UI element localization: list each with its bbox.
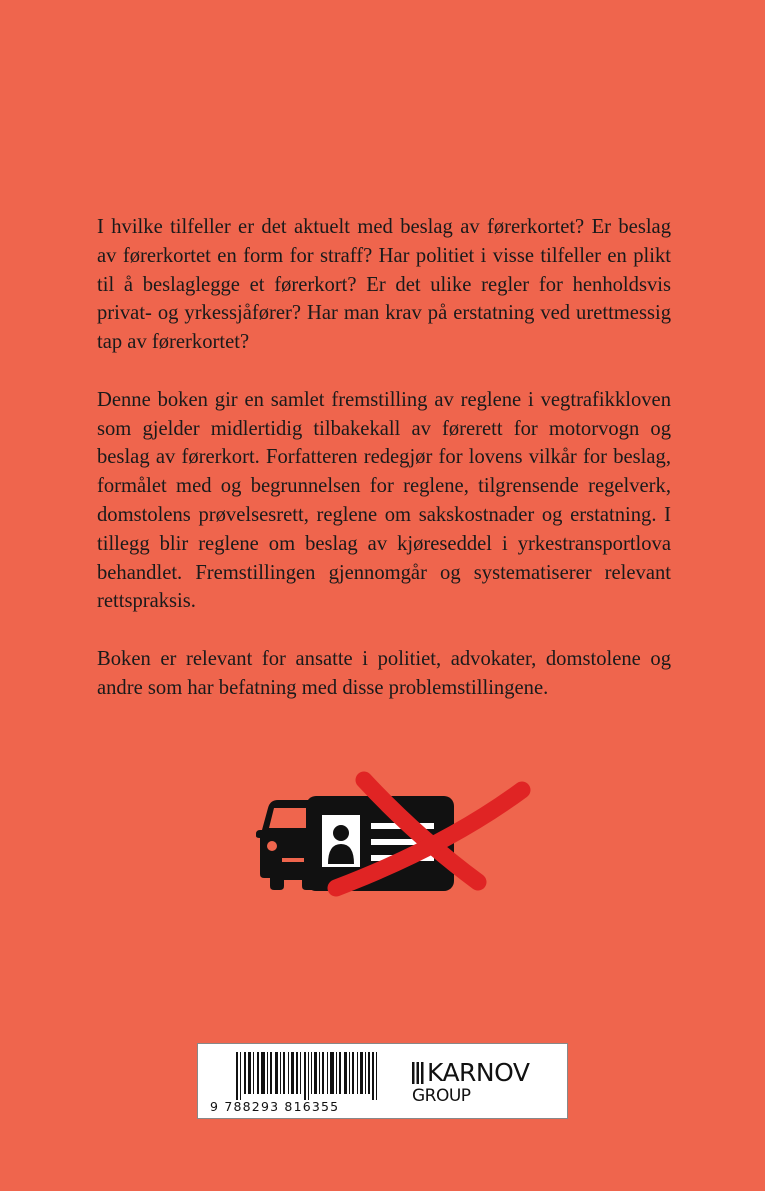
barcode-panel bbox=[197, 1043, 568, 1119]
publisher-logo bbox=[412, 1058, 562, 1108]
back-cover-blurb bbox=[97, 213, 671, 731]
isbn-number: 9 788293 816355 bbox=[210, 1099, 340, 1114]
publisher-name: KARNOV bbox=[427, 1058, 530, 1087]
publisher-group: GROUP bbox=[412, 1086, 471, 1106]
blurb-paragraph-description: Denne boken gir en samlet fremstilling av reglene i vegtrafikkloven som gjelder midlertidig tilbakekall av førerett for motorvogn og beslag av førerkort. Forfatteren redegjør for lovens vilkår for beslag, formålet med og begrunnelsen for reglene, tilgrensende regelverk, domstolens prøvelsesrett, reglene om sakskostnader og erstatning. I tillegg blir reglene om beslag av kjøreseddel i yrkestransportlova behandlet. Fremstillingen gjennomgår og systematiserer relevant rettspraksis. bbox=[97, 388, 671, 613]
blurb-paragraph-audience: Boken er relevant for ansatte i politiet, advokater, domstolene og andre som har befatning med disse problemstillingene. bbox=[97, 647, 671, 699]
barcode-graphic bbox=[236, 1052, 396, 1100]
revoked-license-illustration bbox=[246, 766, 536, 906]
blurb-paragraph-questions: I hvilke tilfeller er det aktuelt med beslag av førerkortet? Er beslag av førerkortet en form for straff? Har politiet i visse tilfeller en plikt til å beslaglegge et førerkort? Er det ulike regler for henholdsvis privat- og yrkessjåfører? Har man krav på erstatning ved urettmessig tap av førerkortet? bbox=[97, 216, 671, 354]
publisher-bars-icon bbox=[412, 1062, 426, 1084]
